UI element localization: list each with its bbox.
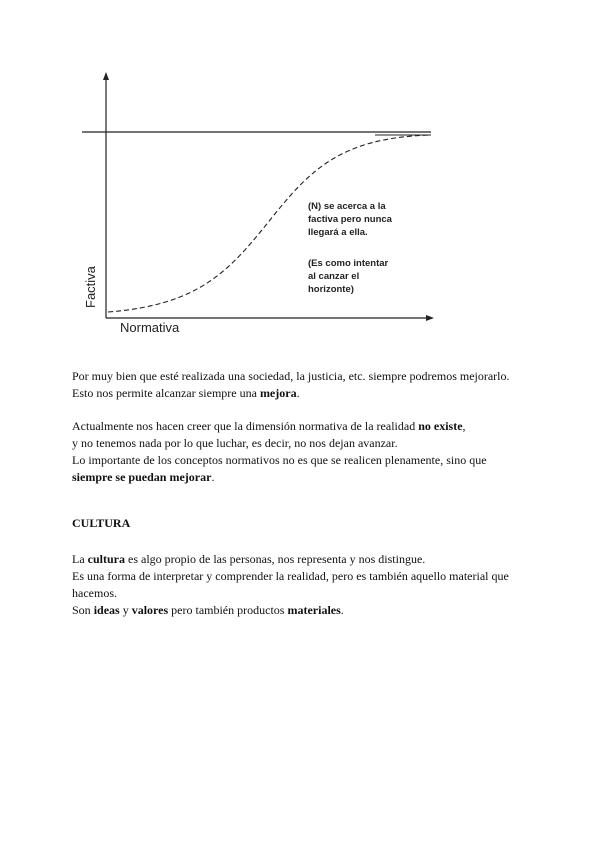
bold-term: no existe (418, 419, 463, 433)
bold-term: ideas (93, 603, 120, 617)
text-span: y (119, 603, 132, 617)
annotation-line: factiva pero nunca (308, 214, 392, 225)
paragraph-mejora (72, 368, 532, 402)
bold-term: mejora (259, 386, 297, 400)
bold-term: siempre se puedan mejorar (72, 470, 212, 484)
text-line (72, 452, 532, 469)
x-axis-label: Normativa (120, 320, 180, 335)
text-span: . (296, 386, 300, 400)
annotation-line: al canzar el (308, 271, 360, 282)
text-span: Esto nos permite alcanzar siempre una (72, 386, 260, 400)
bold-term: valores (131, 603, 169, 617)
section-heading-cultura: CULTURA (72, 516, 131, 530)
text-span: Lo importante de los conceptos normativos no es que se realicen plenamente, sino que (72, 453, 487, 467)
text-line (72, 418, 532, 435)
x-axis-arrow (426, 315, 434, 321)
text-line (72, 469, 532, 486)
normative-factive-diagram (0, 0, 600, 345)
text-span: Actualmente nos hacen creer que la dimensión normativa de la realidad (72, 419, 419, 433)
annotation-line: (Es como intentar (308, 258, 389, 269)
text-line (72, 602, 532, 619)
text-span: Son (72, 603, 94, 617)
text-span: La (72, 552, 88, 566)
text-span: Es una forma de interpretar y comprender la realidad, pero es también aquello material que hacemos. (72, 569, 509, 600)
text-line (72, 551, 532, 568)
annotation-line: horizonte) (308, 284, 354, 295)
bold-term: materiales (287, 603, 341, 617)
annotation-line: (N) se acerca a la (308, 201, 386, 212)
paragraph-dimension-normativa (72, 418, 532, 486)
bold-term: cultura (87, 552, 125, 566)
text-span: y no tenemos nada por lo que luchar, es decir, no nos dejan avanzar. (72, 436, 398, 450)
text-span: Por muy bien que esté realizada una sociedad, la justicia, etc. siempre podremos mejorarlo. (72, 369, 510, 383)
text-line (72, 568, 532, 602)
text-line (72, 368, 532, 385)
annotation-line: llegará a ella. (308, 227, 368, 238)
text-line (72, 385, 532, 402)
text-span: pero también productos (168, 603, 288, 617)
text-span: . (211, 470, 215, 484)
text-line (72, 435, 532, 452)
y-axis-arrow (103, 72, 109, 80)
text-span: . (340, 603, 344, 617)
text-span: es algo propio de las personas, nos representa y nos distingue. (125, 552, 426, 566)
paragraph-cultura (72, 551, 532, 619)
y-axis-label: Factiva (83, 266, 98, 308)
text-span: , (462, 419, 466, 433)
